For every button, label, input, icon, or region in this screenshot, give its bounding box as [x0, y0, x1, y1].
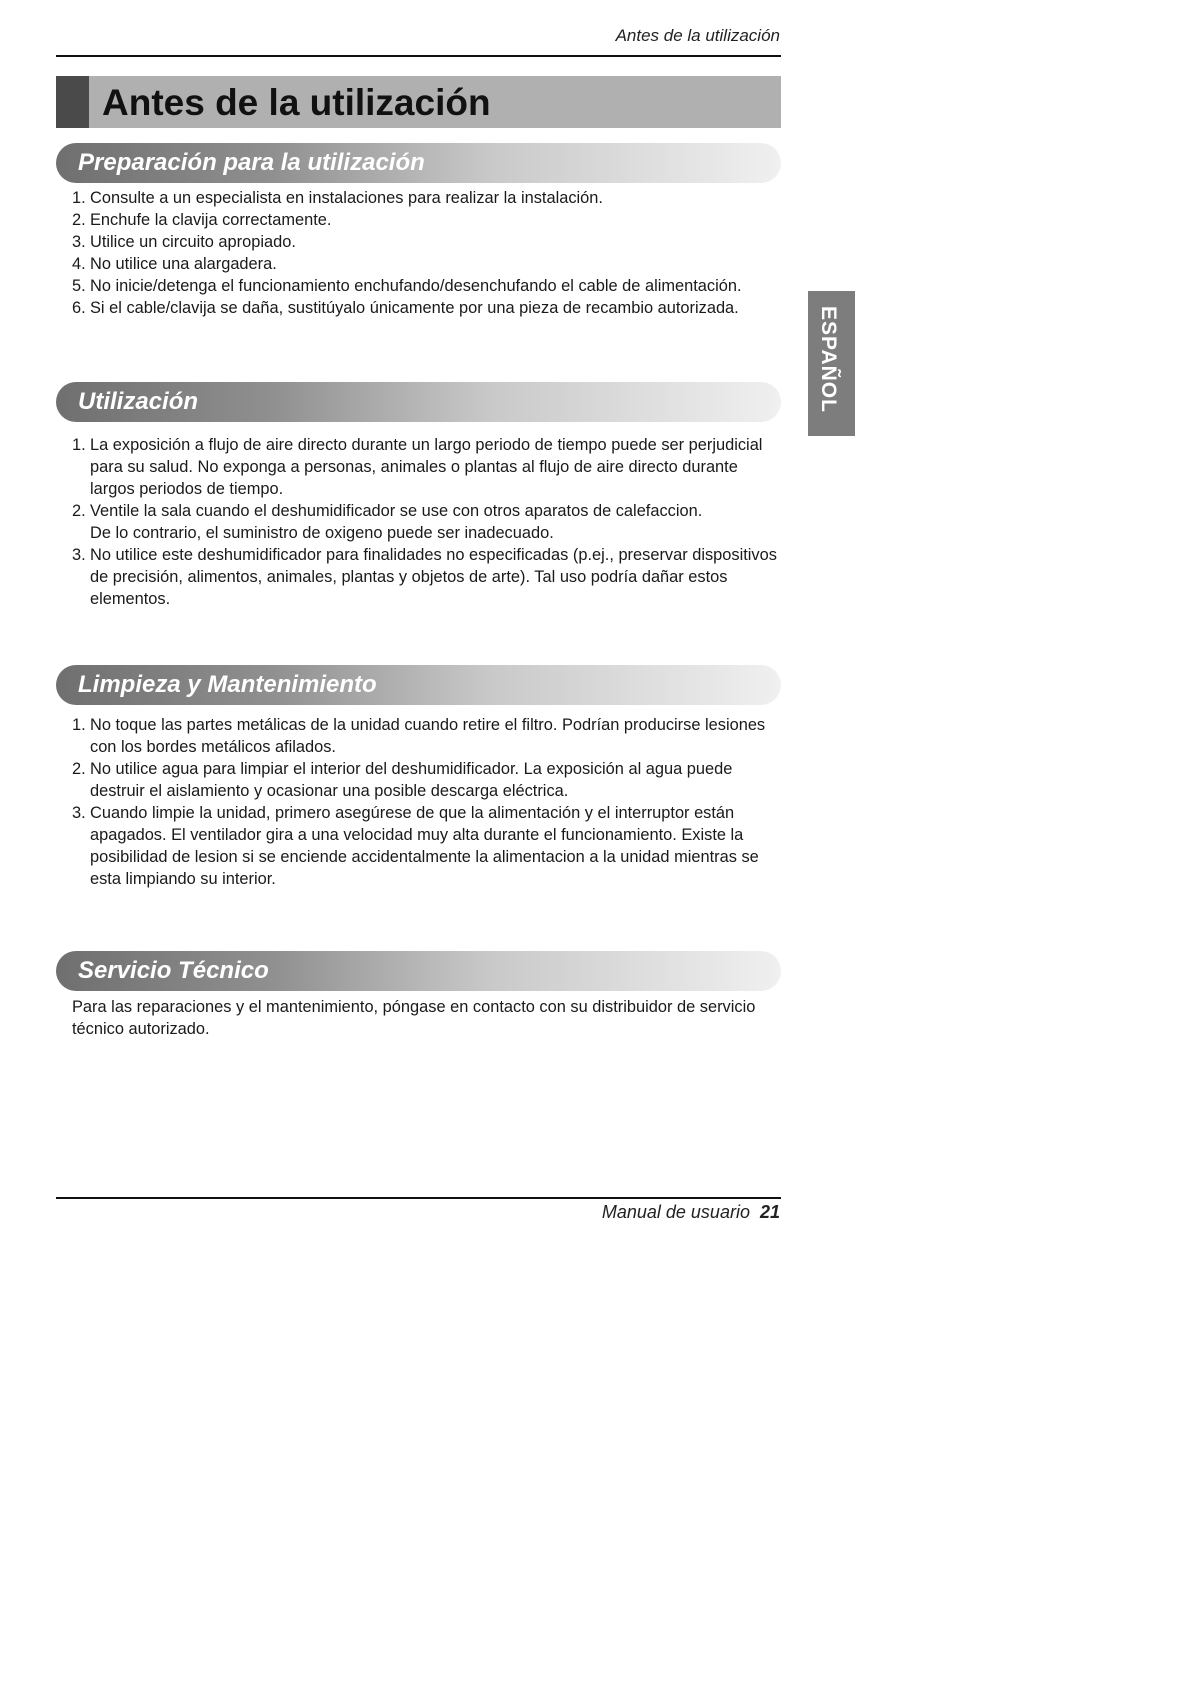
section-title: Limpieza y Mantenimiento [78, 671, 377, 698]
footer-rule [56, 1197, 781, 1199]
language-tab-label: ESPAÑOL [817, 306, 840, 413]
footer [56, 1202, 780, 1223]
section-title: Utilización [78, 388, 199, 415]
list-item: 3. No utilice este deshumidificador para finalidades no especificadas (p.ej., preservar dispositivos de precisión, alimentos, animales, plantas y objetos de arte). Tal uso podría dañar estos elementos. [72, 546, 777, 608]
service-paragraph: Para las reparaciones y el mantenimiento, póngase en contacto con su distribuidor de servicio técnico autorizado. [72, 998, 756, 1038]
list-limpieza [72, 714, 784, 890]
list-item: 2. Enchufe la clavija correctamente. [72, 211, 332, 229]
header-rule [56, 55, 781, 57]
list-item: 3. Utilice un circuito apropiado. [72, 233, 296, 251]
list-item: 2. No utilice agua para limpiar el interior del deshumidificador. La exposición al agua puede destruir el aislamiento y ocasionar una posible descarga eléctrica. [72, 760, 733, 800]
section-title: Preparación para la utilización [78, 149, 425, 176]
running-header: Antes de la utilización [615, 26, 780, 45]
list-item: 2. Ventile la sala cuando el deshumidificador se use con otros aparatos de calefaccion. De lo contrario, el suministro de oxigeno puede ser inadecuado. [72, 502, 703, 542]
page-number: 21 [759, 1202, 780, 1222]
section-title: Servicio Técnico [78, 957, 269, 984]
list-item: 1. No toque las partes metálicas de la unidad cuando retire el filtro. Podrían producirse lesiones con los bordes metálicos afilados. [72, 716, 766, 756]
page-title: Antes de la utilización [102, 82, 491, 123]
section-bar-preparacion [56, 143, 781, 183]
language-tab [808, 291, 855, 436]
list-item: 4. No utilice una alargadera. [72, 255, 277, 273]
list-utilizacion [72, 434, 784, 610]
title-accent-block [56, 76, 89, 128]
section-bar-utilizacion [56, 382, 781, 422]
list-item: 1. La exposición a flujo de aire directo durante un largo periodo de tiempo puede ser perjudicial para su salud. No exponga a personas, animales o plantas al flujo de aire directo durante largos periodos de tiempo. [72, 436, 763, 498]
section-bar-servicio [56, 951, 781, 991]
list-item: 1. Consulte a un especialista en instalaciones para realizar la instalación. [72, 189, 603, 207]
list-preparacion [72, 187, 784, 319]
list-item: 3. Cuando limpie la unidad, primero asegúrese de que la alimentación y el interruptor están apagados. El ventilador gira a una velocidad muy alta durante el funcionamiento. Existe la posibilidad de lesion si se enciende accidentalmente la alimentacion a la unidad mientras se esta limpiando su interior. [72, 804, 759, 888]
list-item: 5. No inicie/detenga el funcionamiento enchufando/desenchufando el cable de alimentación. [72, 277, 742, 295]
list-item: 6. Si el cable/clavija se daña, sustitúyalo únicamente por una pieza de recambio autorizada. [72, 299, 739, 317]
page-title-bar [56, 76, 781, 128]
section-bar-limpieza [56, 665, 781, 705]
footer-label: Manual de usuario [601, 1202, 750, 1222]
